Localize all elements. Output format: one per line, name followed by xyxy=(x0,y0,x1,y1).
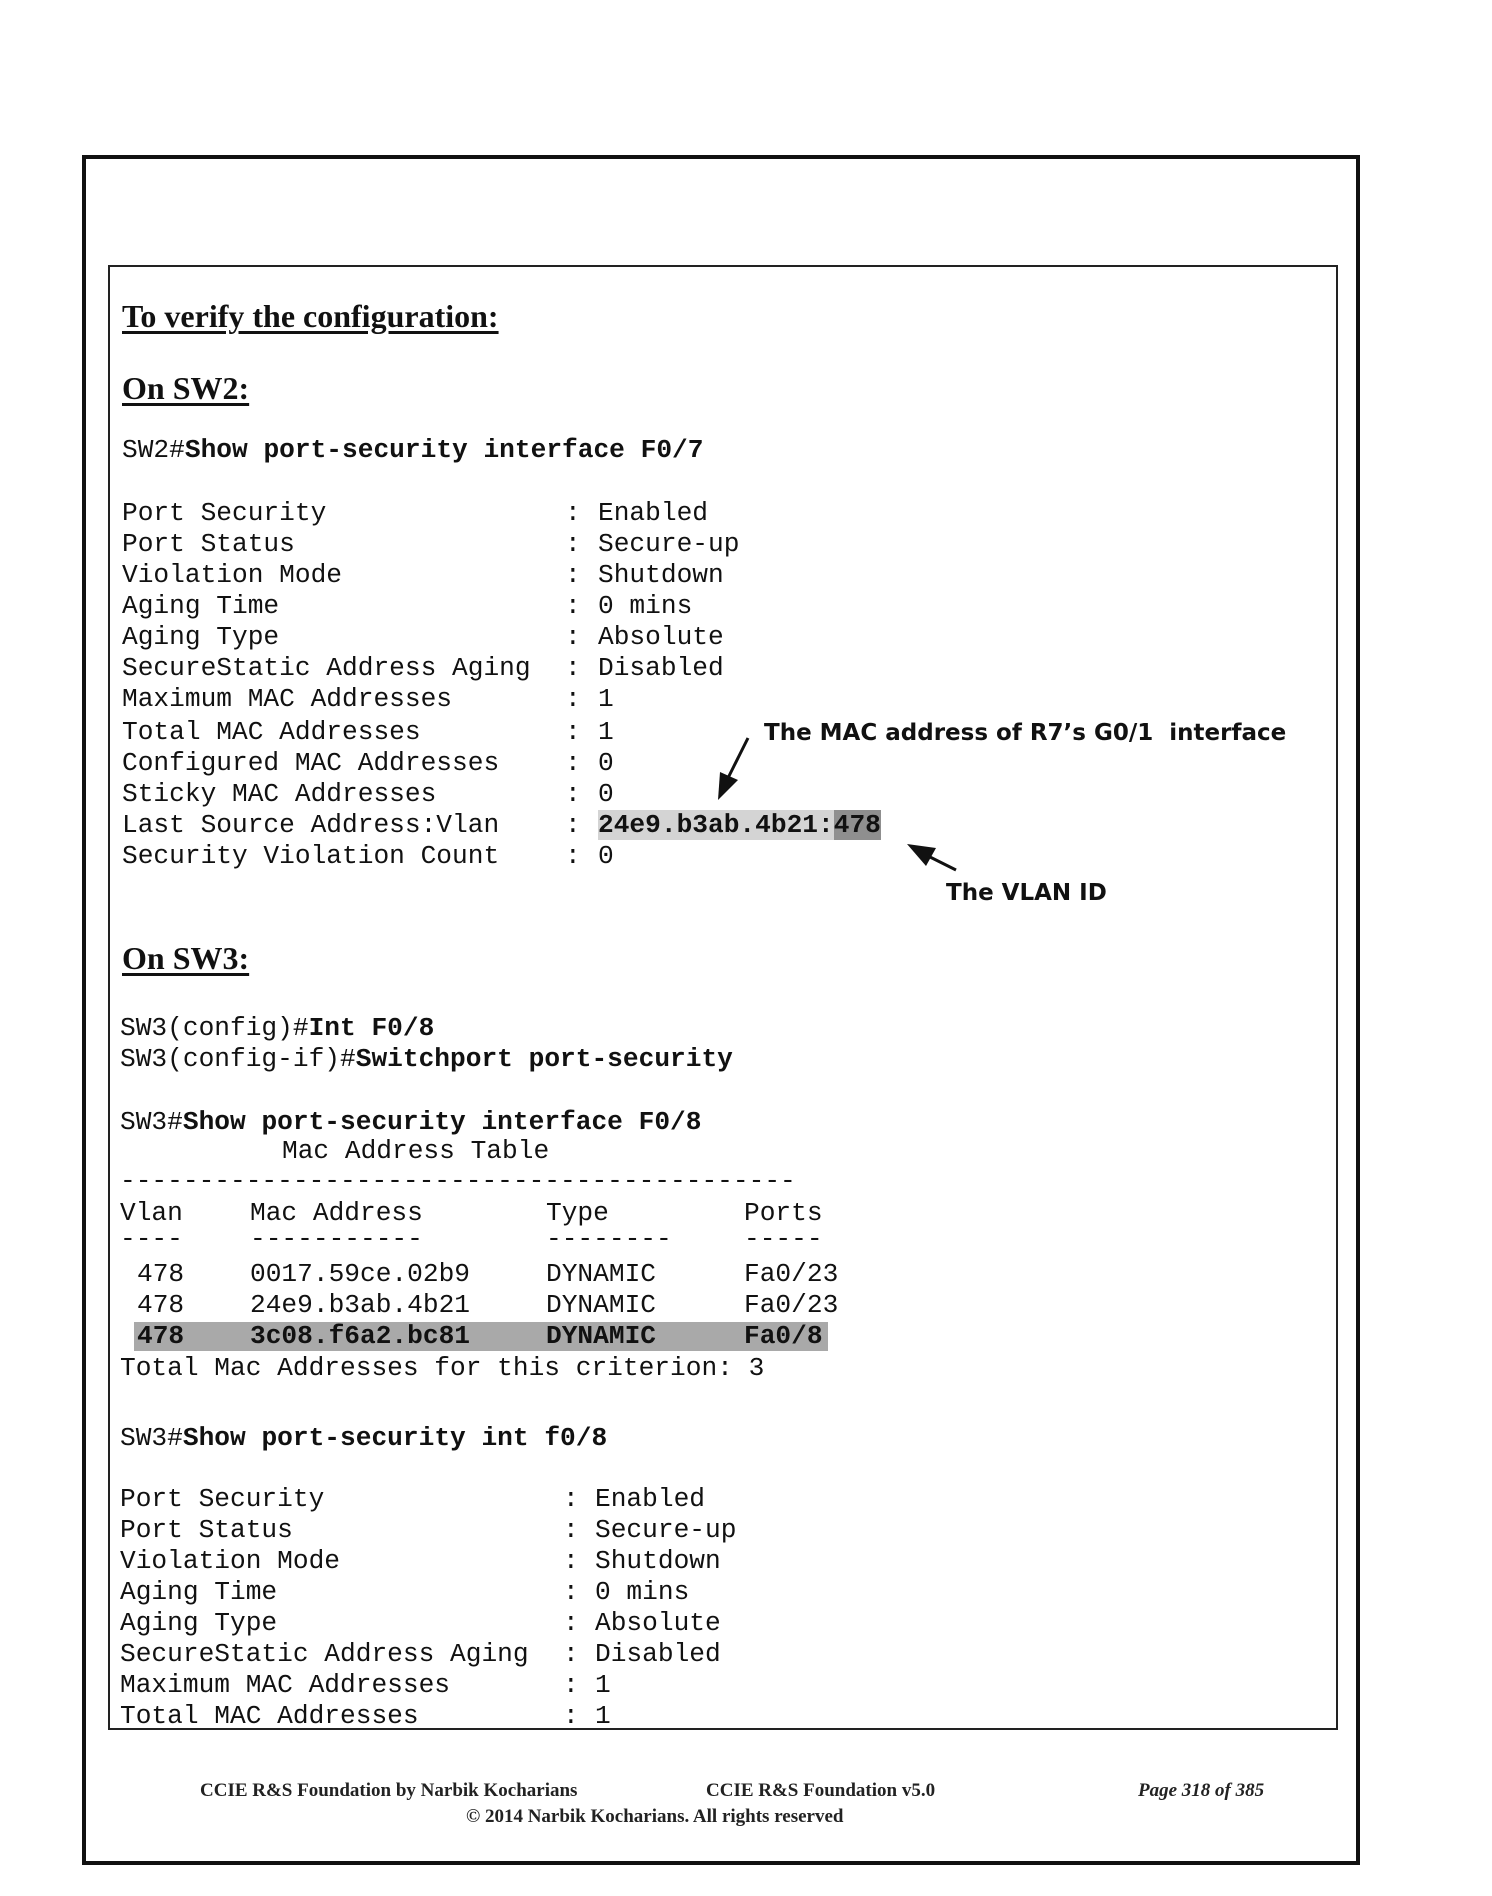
sw2-row-value: Secure-up xyxy=(598,529,740,559)
sw2-row-label: Last Source Address:Vlan xyxy=(122,810,500,840)
sw2-row-sep: : xyxy=(565,498,581,528)
table-total-line: Total Mac Addresses for this criterion: 3 xyxy=(120,1353,765,1383)
sw3-row-sep: : xyxy=(563,1639,579,1669)
sw2-row-sep: : xyxy=(565,622,581,652)
sw3-row-sep: : xyxy=(563,1608,579,1638)
sw3-row-label: Maximum MAC Addresses xyxy=(120,1670,451,1700)
sw2-row-label: SecureStatic Address Aging xyxy=(122,653,531,683)
sw3-row-label: Aging Time xyxy=(120,1577,278,1607)
sw3-row-value: Disabled xyxy=(595,1639,721,1669)
footer-left: CCIE R&S Foundation by Narbik Kocharians xyxy=(200,1780,578,1801)
col-header-vlan: Vlan xyxy=(120,1198,183,1228)
vlan-arrow-shaft xyxy=(930,857,956,870)
table-cell-port: Fa0/23 xyxy=(744,1290,839,1320)
sw3-config-prompt: SW3(config-if)# xyxy=(120,1044,356,1074)
table-cell-vlan: 478 xyxy=(137,1259,185,1289)
mac-arrow-head xyxy=(718,772,738,800)
sw2-row-value: 0 xyxy=(598,779,614,809)
sw2-command: Show port-security interface F0/7 xyxy=(184,435,704,465)
heading-sw3: On SW3: xyxy=(122,940,250,976)
sw3-config-command: Switchport port-security xyxy=(355,1044,733,1074)
sw3-row-sep: : xyxy=(563,1670,579,1700)
footer-copyright: © 2014 Narbik Kocharians. All rights reserved xyxy=(466,1806,844,1827)
mac-table-rule: ------------------------------------------- xyxy=(120,1166,796,1196)
sw2-row-label: Port Status xyxy=(122,529,295,559)
mac-table-title: Mac Address Table xyxy=(282,1136,550,1166)
sw2-row-sep: : xyxy=(565,841,581,871)
sw2-row-value: Disabled xyxy=(598,653,724,683)
sw2-row-label: Maximum MAC Addresses xyxy=(122,684,453,714)
mac-arrow-shaft xyxy=(728,738,748,778)
sw3-row-value: 0 mins xyxy=(595,1577,690,1607)
sw3-row-value: 1 xyxy=(595,1670,611,1700)
sw3-show2-command: Show port-security int f0/8 xyxy=(182,1423,608,1453)
sw2-row-label: Aging Type xyxy=(122,622,280,652)
sw3-row-sep: : xyxy=(563,1577,579,1607)
sw2-row-label: Total MAC Addresses xyxy=(122,717,421,747)
mac-annotation: The MAC address of R7’s G0/1 interface xyxy=(764,720,1287,746)
vlan-id-highlight: 478 xyxy=(833,810,881,840)
col-rule-type: -------- xyxy=(546,1224,672,1254)
sw2-row-sep: : xyxy=(565,810,581,840)
sw2-row-value: Absolute xyxy=(598,622,724,652)
table-cell-type: DYNAMIC xyxy=(546,1321,657,1351)
col-header-mac: Mac Address xyxy=(250,1198,423,1228)
sw3-row-value: Absolute xyxy=(595,1608,721,1638)
table-cell-type: DYNAMIC xyxy=(546,1290,657,1320)
sw2-row-sep: : xyxy=(565,717,581,747)
sw2-row-sep: : xyxy=(565,653,581,683)
sw2-command-line xyxy=(122,435,703,465)
sw2-row-label: Sticky MAC Addresses xyxy=(122,779,437,809)
sw2-row-label: Port Security xyxy=(122,498,327,528)
sw2-prompt: SW2# xyxy=(122,435,185,465)
sw2-row-value: 1 xyxy=(598,684,614,714)
table-cell-vlan: 478 xyxy=(137,1321,185,1351)
heading-sw2: On SW2: xyxy=(122,370,250,406)
sw2-row-label: Security Violation Count xyxy=(122,841,500,871)
sw3-row-label: Port Status xyxy=(120,1515,293,1545)
sw3-row-sep: : xyxy=(563,1515,579,1545)
mac-address-highlight: 24e9.b3ab.4b21 xyxy=(598,810,819,840)
vlan-annotation: The VLAN ID xyxy=(946,880,1107,906)
sw3-show-command: Show port-security interface F0/8 xyxy=(182,1107,702,1137)
sw2-row-label: Configured MAC Addresses xyxy=(122,748,500,778)
sw2-row-sep: : xyxy=(565,560,581,590)
vlan-arrow-head xyxy=(907,844,936,866)
col-rule-mac: ----------- xyxy=(250,1224,423,1254)
sw3-row-sep: : xyxy=(563,1701,579,1731)
footer-page-number: Page 318 of 385 xyxy=(1138,1780,1265,1801)
sw2-row-sep: : xyxy=(565,748,581,778)
sw3-config-prompt: SW3(config)# xyxy=(120,1013,309,1043)
sw2-row-sep: : xyxy=(565,779,581,809)
sw3-show-prompt: SW3# xyxy=(120,1107,183,1137)
sw3-config-line xyxy=(120,1044,733,1074)
table-cell-port: Fa0/23 xyxy=(744,1259,839,1289)
sw3-row-value: Shutdown xyxy=(595,1546,721,1576)
table-cell-mac: 24e9.b3ab.4b21 xyxy=(250,1290,471,1320)
sw3-config-command: Int F0/8 xyxy=(308,1013,435,1043)
table-cell-type: DYNAMIC xyxy=(546,1259,657,1289)
col-header-type: Type xyxy=(546,1198,609,1228)
sw3-row-sep: : xyxy=(563,1484,579,1514)
sw2-row-sep: : xyxy=(565,529,581,559)
sw3-row-label: Port Security xyxy=(120,1484,325,1514)
table-cell-vlan: 478 xyxy=(137,1290,185,1320)
sw3-row-value: Secure-up xyxy=(595,1515,737,1545)
table-cell-mac: 0017.59ce.02b9 xyxy=(250,1259,471,1289)
sw3-row-label: Violation Mode xyxy=(120,1546,341,1576)
sw2-row-value: Enabled xyxy=(598,498,709,528)
sw2-row-value: 0 xyxy=(598,841,614,871)
col-rule-ports: ----- xyxy=(744,1224,823,1254)
table-cell-mac: 3c08.f6a2.bc81 xyxy=(250,1321,471,1351)
sw3-config-line xyxy=(120,1013,434,1043)
table-cell-port: Fa0/8 xyxy=(744,1321,823,1351)
annotation-arrows xyxy=(700,720,960,880)
sw2-row-label: Violation Mode xyxy=(122,560,343,590)
sw3-show-command-line xyxy=(120,1107,701,1137)
col-rule-vlan: ---- xyxy=(120,1224,183,1254)
col-header-ports: Ports xyxy=(744,1198,823,1228)
sw3-row-label: SecureStatic Address Aging xyxy=(120,1639,529,1669)
footer-center: CCIE R&S Foundation v5.0 xyxy=(706,1780,936,1801)
sw3-row-value: Enabled xyxy=(595,1484,706,1514)
sw2-row-value: Shutdown xyxy=(598,560,724,590)
sw2-row-value: 0 mins xyxy=(598,591,693,621)
sw3-row-sep: : xyxy=(563,1546,579,1576)
highlighted-table-row xyxy=(134,1322,828,1351)
sw3-row-label: Aging Type xyxy=(120,1608,278,1638)
sw3-show2-prompt: SW3# xyxy=(120,1423,183,1453)
sw3-row-value: 1 xyxy=(595,1701,611,1731)
mac-vlan-colon: : xyxy=(818,810,834,840)
sw3-row-label: Total MAC Addresses xyxy=(120,1701,419,1731)
heading-verify: To verify the configuration: xyxy=(122,298,499,334)
sw2-row-value: 1 xyxy=(598,717,614,747)
sw2-row-sep: : xyxy=(565,591,581,621)
sw3-show2-command-line xyxy=(120,1423,607,1453)
sw2-row-label: Aging Time xyxy=(122,591,280,621)
sw2-row-value: 0 xyxy=(598,748,614,778)
sw2-row-sep: : xyxy=(565,684,581,714)
